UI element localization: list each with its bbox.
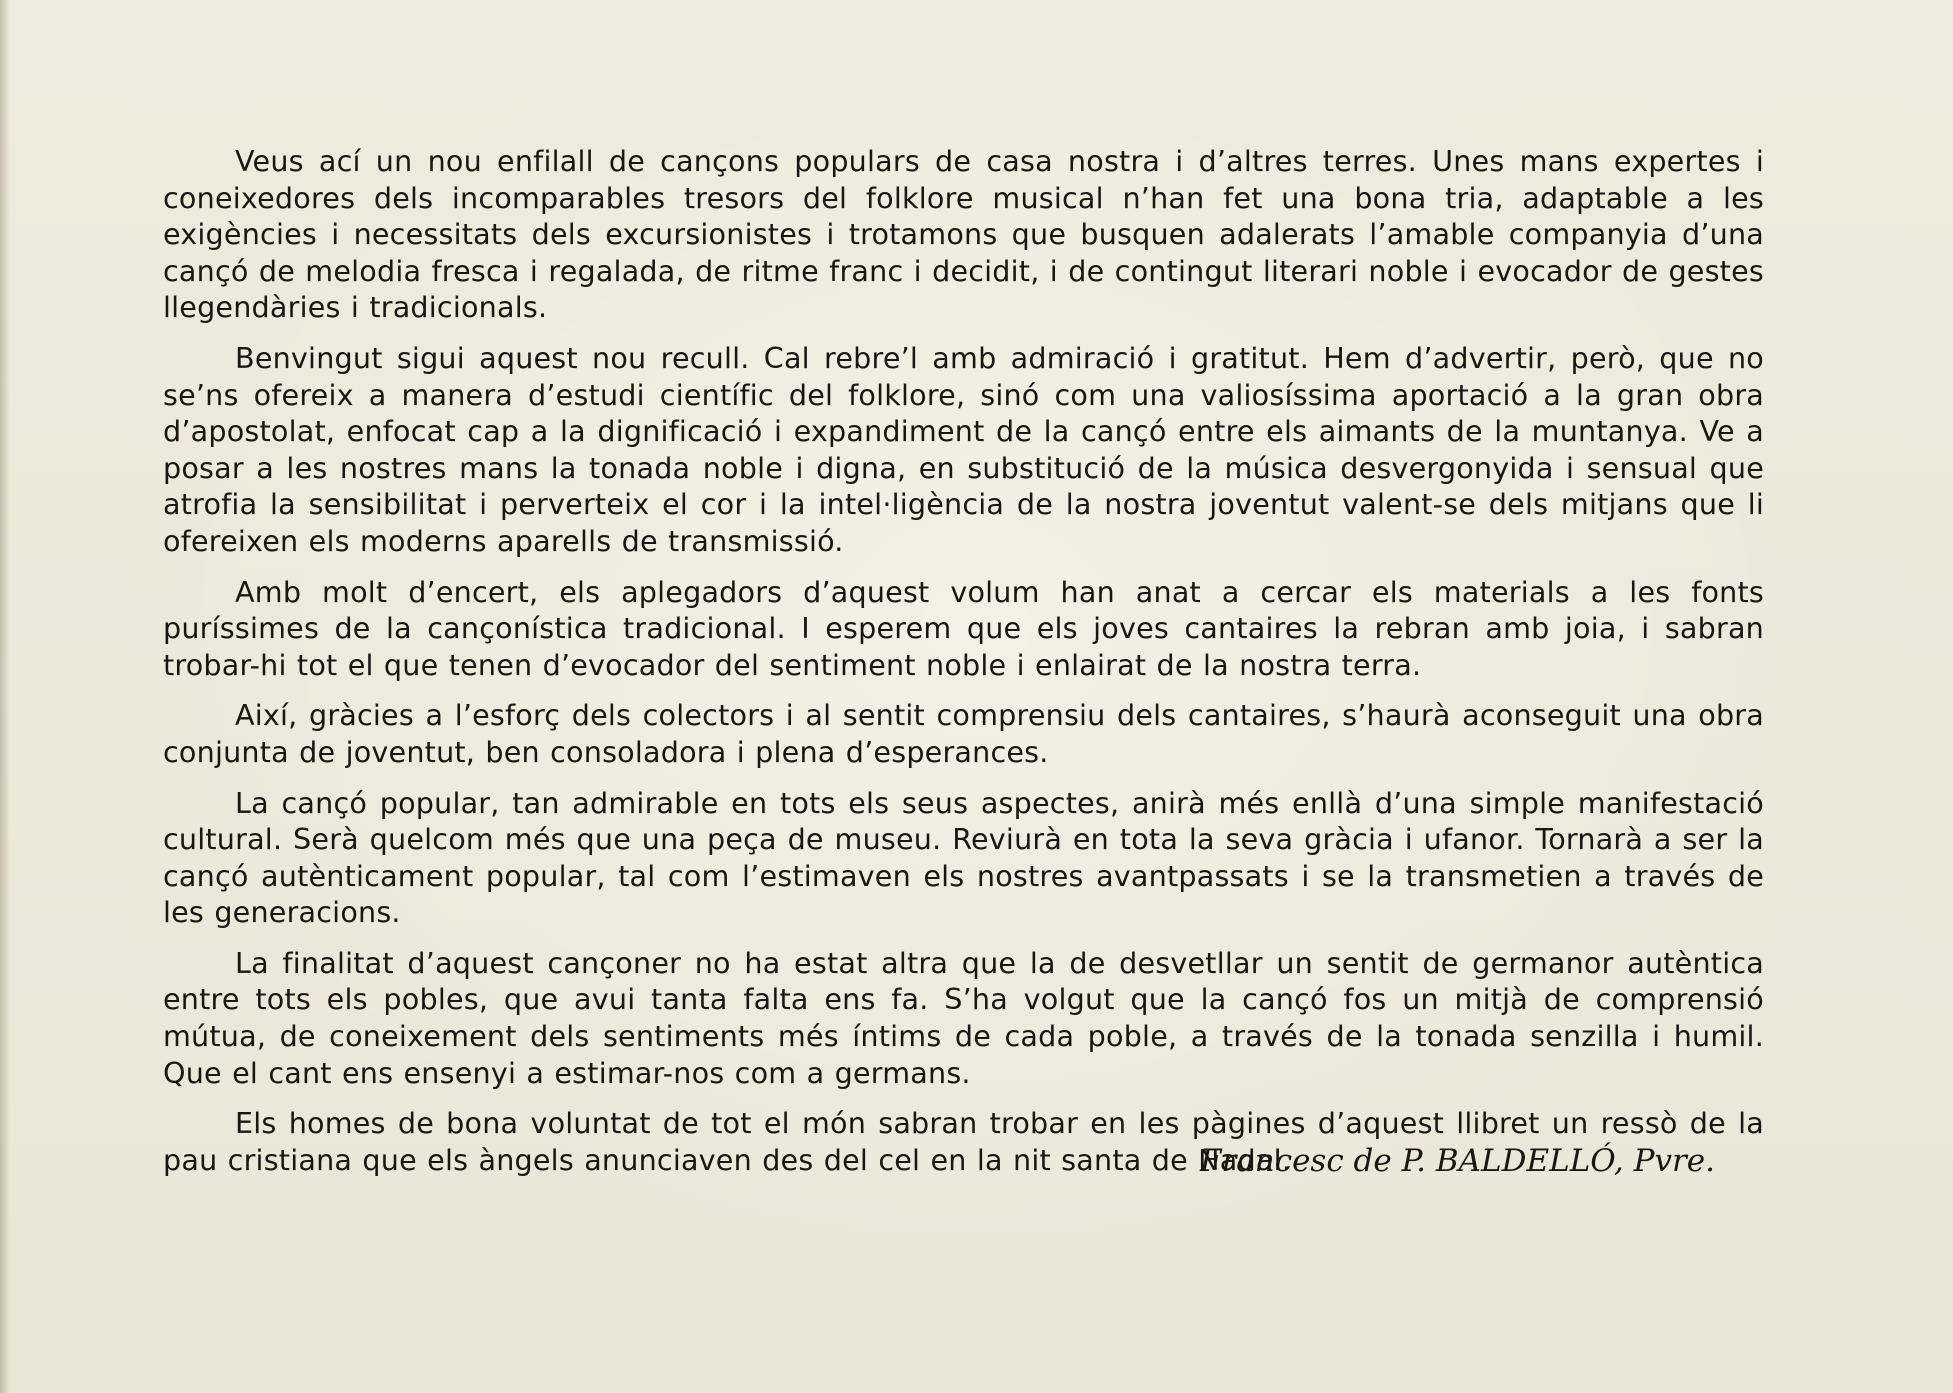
page-edge-shadow [0, 0, 10, 1393]
preface-text [163, 143, 1764, 1192]
paragraph-6: La finalitat d’aquest cançoner no ha estat altra que la de desvetllar un sentit de germanor autèntica entre tots els pobles, que avui tanta falta ens fa. S’ha volgut que la cançó fos un mitjà de comprensió mútua, de coneixement dels sentiments més íntims de cada poble, a través de la tonada senzilla i humil. Que el cant ens ensenyi a estimar-nos com a germans. [163, 945, 1764, 1090]
paragraph-5: La cançó popular, tan admirable en tots els seus aspectes, anirà més enllà d’una simple manifestació cultural. Serà quelcom més que una peça de museu. Reviurà en tota la seva gràcia i ufanor. Tornarà a ser la cançó autènticament popular, tal com l’estimaven els nostres avantpassats i se la transmetien a través de les generacions. [163, 785, 1764, 930]
author-signature: Francesc de P. BALDELLÓ, Pvre. [1199, 1143, 1715, 1179]
paragraph-4: Així, gràcies a l’esforç dels colectors i al sentit comprensiu dels cantaires, s’haurà aconseguit una obra conjunta de joventut, ben consoladora i plena d’esperances. [163, 698, 1764, 769]
paragraph-2: Benvingut sigui aquest nou recull. Cal rebre’l amb admiració i gratitut. Hem d’advertir, però, que no se’ns ofereix a manera d’estudi científic del folklore, sinó com una valiosíssima aportació a la gran obra d’apostolat, enfocat cap a la dignificació i expandiment de la cançó entre els aimants de la muntanya. Ve a posar a les nostres mans la tonada noble i digna, en substitució de la música desvergonyida i sensual que atrofia la sensibilitat i perverteix el cor i la intel·ligència de la nostra joventut valent-se dels mitjans que li ofereixen els moderns aparells de transmissió. [163, 340, 1764, 558]
paragraph-1: Veus ací un nou enfilall de cançons populars de casa nostra i d’altres terres. Unes mans expertes i coneixedores dels incomparables tresors del folklore musical n’han fet una bona tria, adaptable a les exigències i necessitats dels excursionistes i trotamons que busquen adalerats l’amable companyia d’una cançó de melodia fresca i regalada, de ritme franc i decidit, i de contingut literari noble i evocador de gestes llegendàries i tradicionals. [163, 144, 1764, 325]
paragraph-3: Amb molt d’encert, els aplegadors d’aquest volum han anat a cercar els materials a les fonts puríssimes de la cançonística tradicional. I esperem que els joves cantaires la rebran amb joia, i sabran trobar-hi tot el que tenen d’evocador del sentiment noble i enlairat de la nostra terra. [163, 574, 1764, 682]
paragraph-7: Els homes de bona voluntat de tot el món sabran trobar en les pàgines d’aquest llibret un ressò de la pau cristiana que els àngels anunciaven des del cel en la nit santa de Nadal. [163, 1106, 1764, 1177]
